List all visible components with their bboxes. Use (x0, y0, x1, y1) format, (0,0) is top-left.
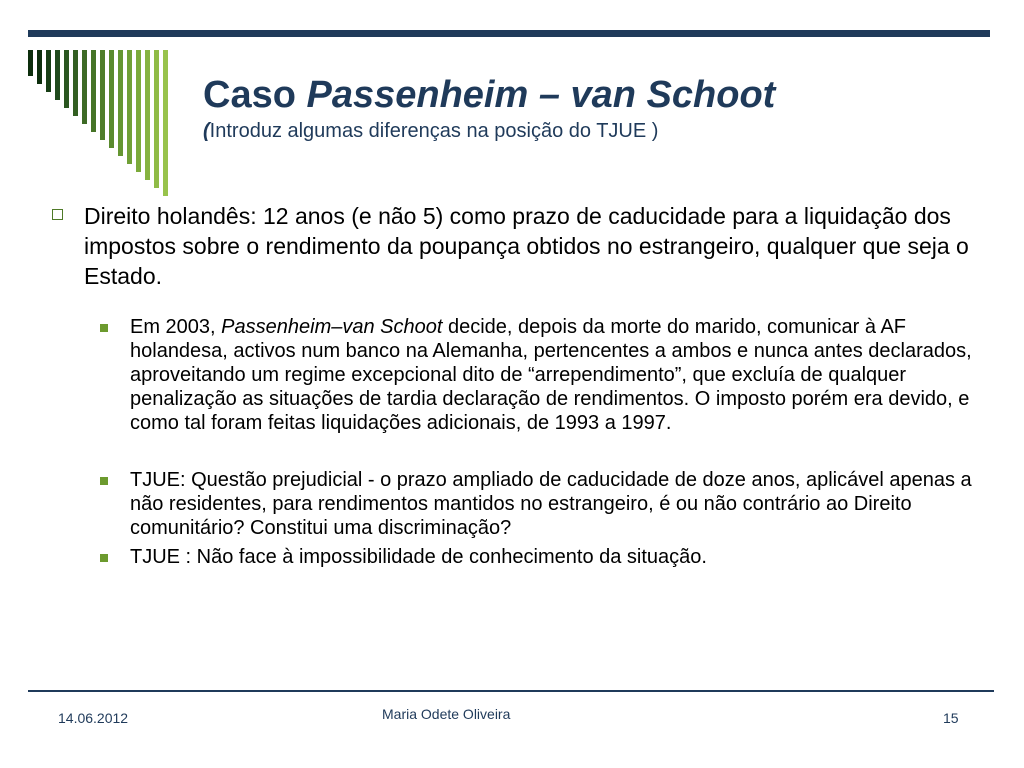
title-block (203, 72, 775, 144)
stripe-bar (136, 50, 141, 172)
top-rule (28, 30, 990, 37)
slide-title (203, 72, 775, 118)
stripe-bar (154, 50, 159, 188)
subtitle-text: Introduz algumas diferenças na posição do TJUE ) (209, 120, 659, 142)
stripe-bar (109, 50, 114, 148)
stripe-bar (28, 50, 33, 76)
stripe-bar (163, 50, 168, 196)
stripe-bar (91, 50, 96, 132)
sub-bullet-1-pre: Em 2003, (130, 316, 222, 338)
title-main: Passenheim – van Schoot (306, 74, 776, 116)
stripe-bar (37, 50, 42, 84)
stripe-bar (145, 50, 150, 180)
filled-square-bullet-icon (100, 477, 108, 485)
filled-square-bullet-icon (100, 324, 108, 332)
subtitle-open-paren: ( (203, 120, 210, 142)
stripe-bar (127, 50, 132, 164)
sub-bullet-1 (100, 315, 975, 435)
stripe-bar (64, 50, 69, 108)
main-bullet (48, 201, 978, 291)
stripe-bar (46, 50, 51, 92)
hollow-square-bullet-icon (52, 209, 63, 220)
sub-bullet-3-text: TJUE : Não face à impossibilidade de conhecimento da situação. (130, 546, 707, 568)
filled-square-bullet-icon (100, 554, 108, 562)
bottom-rule (28, 690, 994, 692)
sub-bullet-1-post: decide, depois da morte do marido, comunicar à AF holandesa, activos num banco na Alemanha, pertencentes a ambos e nunca antes declarados, aproveitando um regime excepcional dito de “arrependimento”, que excluía de qualquer penalização as situações de tardia declaração de rendimentos. O imposto porém era devido, e como tal foram feitas liquidações adicionais, de 1993 a 1997. (130, 316, 972, 434)
footer-author: Maria Odete Oliveira (382, 706, 511, 722)
sub-bullet-2-text: TJUE: Questão prejudicial - o prazo ampliado de caducidade de doze anos, aplicável apenas a não residentes, para rendimentos mantidos no estrangeiro, é ou não contrário ao Direito comunitário? Constitui uma discriminação? (130, 469, 972, 539)
sub-bullet-2 (100, 468, 975, 540)
main-bullet-text: Direito holandês: 12 anos (e não 5) como prazo de caducidade para a liquidação dos impostos sobre o rendimento da poupança obtidos no estrangeiro, qualquer que seja o Estado. (84, 203, 969, 289)
sub-bullet-1-italic: Passenheim–van Schoot (221, 316, 443, 338)
slide-subtitle (203, 118, 775, 144)
stripe-bar (55, 50, 60, 100)
stripe-bar (118, 50, 123, 156)
slide-content (48, 201, 978, 569)
stripe-bar (82, 50, 87, 124)
title-prefix: Caso (203, 74, 307, 116)
footer-date: 14.06.2012 (58, 710, 129, 726)
stripe-bar (100, 50, 105, 140)
stripe-bar (73, 50, 78, 116)
sub-bullet-3 (100, 545, 975, 569)
footer-page-number: 15 (943, 710, 959, 726)
